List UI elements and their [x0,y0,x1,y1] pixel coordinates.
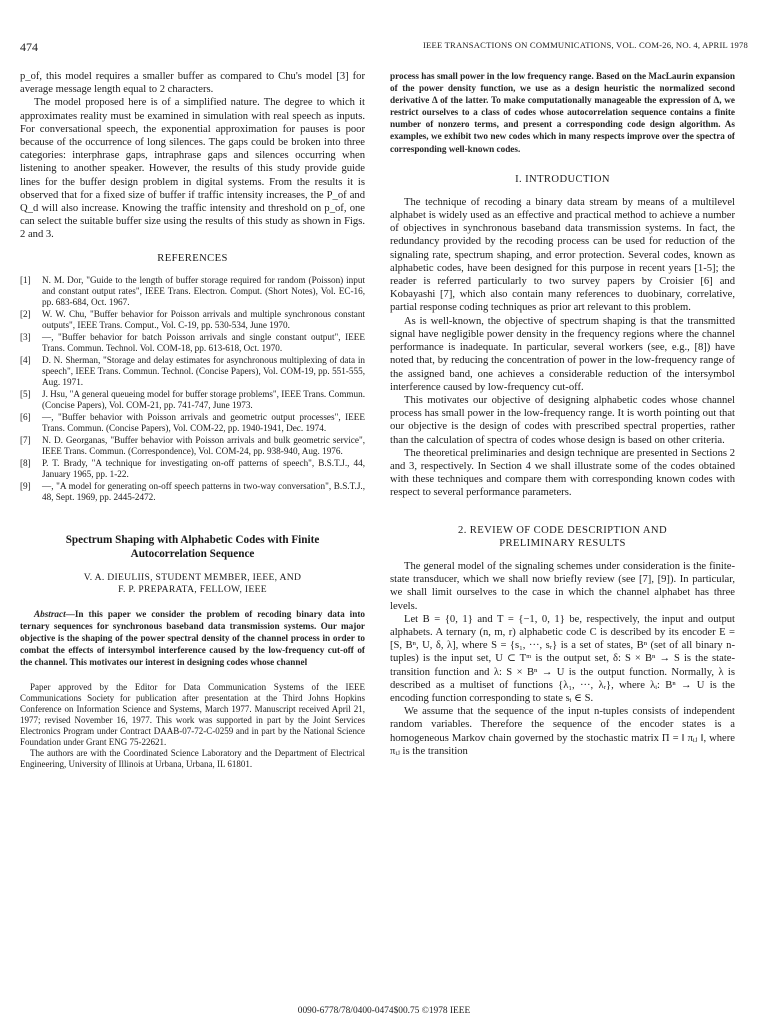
section2-heading [390,524,735,550]
paper-title-line: Autocorrelation Sequence [130,547,255,560]
reference-text: —, "A model for generating on-off speech patterns in two-way conversation", B.S.T.J., 48, Sept. 1969, pp. 2445-2472. [42,480,365,502]
section2-paragraph: The general model of the signaling schemes under consideration is the finite-state transducer, which we shall now briefly review (see [7], [9]). In particular, we shall limit ourselves to the case in which the channel alphabet has three levels. [390,560,735,612]
reference-list [20,275,365,503]
reference-number: [6] [20,411,31,422]
footnote-affiliation: The authors are with the Coordinated Science Laboratory and the Department of Electrical Engineering, University of Illinois at Urbana, Urbana, IL 61801. [20,748,365,770]
introduction-heading: I. INTRODUCTION [515,173,610,185]
reference-number: [4] [20,354,31,365]
reference-number: [2] [20,308,31,319]
section2-heading-line: PRELIMINARY RESULTS [499,537,626,549]
reference-text: —, "Buffer behavior with Poisson arrivals and geometric output processes", IEEE Trans. Commun. (Concise Papers), Vol. COM-22, pp. 1940-1941, Dec. 1974. [42,411,365,433]
reference-item [20,481,365,503]
reference-text: D. N. Sherman, "Storage and delay estimates for asynchronous multiplexing of data in speech", IEEE Trans. Commun. Technol. (Concise Papers), Vol. COM-19, pp. 551-555, Aug. 1971. [42,354,365,388]
intro-paragraph: As is well-known, the objective of spectrum shaping is that the transmitted signal have negligible power density in the frequency regions where the channel performance is inadequate. In particular, several workers (see, e.g., [8]) have noted that, by reducing the concentration of power in the low-frequency range of the assigned band, one achieves a considerable reduction of the intersymbol interference caused by low-frequency cut-off. [390,315,735,393]
section2-paragraph: We assume that the sequence of the input n-tuples consists of independent random variables. Therefore the sequence of the encoder states is a homogeneous Markov chain governed by the stochastic matrix Π = ‖ πᵢⱼ ‖, where πᵢⱼ is the transition [390,706,735,757]
authors-line: V. A. DIEULIIS, STUDENT MEMBER, IEEE, AND [83,571,302,583]
section2-heading-line: 2. REVIEW OF CODE DESCRIPTION AND [458,524,667,536]
abstract [20,608,365,668]
reference-item [20,435,365,457]
reference-item [20,458,365,480]
abstract-text: In this paper we consider the problem of recoding binary data into ternary sequences for synchronous baseband data transmission systems. Our major objective is the shaping of the power spectral density of the channel process in order to combat the effects of intersymbol interference caused by the low-frequency cut-off of the channel. This motivates our interest in designing codes whose channel [20,608,365,668]
reference-number: [1] [20,274,31,285]
reference-text: W. W. Chu, "Buffer behavior for Poisson arrivals and multiple synchronous constant outputs", IEEE Trans. Comput., Vol. C-19, pp. 530-534, June 1970. [42,308,365,331]
intro-paragraph: The technique of recoding a binary data stream by means of a multilevel alphabet is widely used as an effective and practical method to achieve a number of objectives in synchronous baseband data transmission systems. In fact, the redundancy provided by the recoding process can be used for reduction of the signaling rate, spectrum shaping, and error protection. Several codes, known as alphabetic codes, have been designed for this purpose in recent years [1-5]; the reader is referred particularly to two survey papers by Croisier [6] and Kobayashi [7], which also contain many references to duobinary, correlative, partial response coding techniques as prior art relevant to this problem. [390,196,735,314]
paper-title [20,533,365,561]
right-column [390,70,735,758]
reference-number: [7] [20,434,31,445]
page-number: 474 [20,40,38,54]
reference-text: —, "Buffer behavior for batch Poisson arrivals and single constant output", IEEE Trans. Commun. Technol. Vol. COM-18, pp. 613-618, Oct. 1970. [42,331,365,354]
reference-text: N. D. Georganas, "Buffer behavior with Poisson arrivals and bulk geometric service", IEEE Trans. Commun. (Correspondence), Vol. COM-24, pp. 938-940, Aug. 1976. [42,434,365,456]
reference-item [20,275,365,309]
journal-running-head: IEEE TRANSACTIONS ON COMMUNICATIONS, VOL. COM-26, NO. 4, APRIL 1978 [422,40,748,50]
authors-line: F. P. PREPARATA, FELLOW, IEEE [118,583,267,595]
reference-item [20,309,365,331]
page-header [20,40,748,60]
footnote-approval: Paper approved by the Editor for Data Communication Systems of the IEEE Communications Society for publication after presentation at the Third Johns Hopkins Conference on Information Science and Systems, March 1977. Manuscript received April 21, 1977; revised November 16, 1977. This work was supported in part by the Joint Services Electronics Program under Contract DAAB-07-72-C-0259 and in part by the National Science Foundation under Grant ENG 75-22621. [20,682,365,748]
paper-title-line: Spectrum Shaping with Alphabetic Codes with Finite [65,533,320,546]
copyright-footer: 0090-6778/78/0400-0474$00.75 ©1978 IEEE [297,1006,471,1016]
references-heading: REFERENCES [157,252,228,264]
abstract-label: Abstract— [34,608,75,619]
discussion-paragraph: The model proposed here is of a simplified nature. The degree to which it approximates reality must be examined in simulation with real speech as inputs. For conversational speech, the exponential approximation for pauses is poor because of the occurrence of long silences. The gaps could be broken into three categories: interphrase gaps, intraphrase gaps and silences occurring when listening to another speaker. However, the results of this study provide guide lines for the buffer design problem in digital systems. From the results it is observed that for a fixed size of buffer if traffic intensity increases, the P_of and Q_d will also increase. Knowing the traffic intensity and threshold on p_of, one can select the suitable buffer size using the results of this study as shown in Figs. 2 and 3. [20,97,365,241]
abstract-continued: process has small power in the low frequency range. Based on the MacLaurin expansion of the power density function, we use as a design heuristic the normalized second derivative Δ of the latter. To make computationally manageable the expression of Δ, we restrict ourselves to a class of codes whose autocorrelation sequence contains a finite number of nonzero terms, and present a corresponding code design algorithm. As examples, we exhibit two new codes which in many respects improve over the spectra of corresponding well-known codes. [390,71,735,154]
reference-item [20,389,365,411]
reference-item [20,355,365,389]
intro-paragraph: The theoretical preliminaries and design technique are presented in Sections 2 and 3, respectively. In Section 4 we shall illustrate some of the codes obtained with these techniques and compare them with corresponding known codes with respect to several performance parameters. [390,447,735,499]
reference-number: [8] [20,457,31,468]
reference-text: P. T. Brady, "A technique for investigating on-off patterns of speech", B.S.T.J., 44, January 1965, pp. 1-22. [42,457,365,479]
left-column [20,70,365,770]
reference-item [20,332,365,354]
footnote [20,682,365,770]
section2-paragraph: Let B = {0, 1} and T = {−1, 0, 1} be, respectively, the input and output alphabets. A ternary (n, m, r) alphabetic code C is described by its encoder E = [S, Bⁿ, U, δ, λ], where S = {s₁, ···, sᵣ} is a set of states, Bⁿ (set of all binary n-tuples) is the input set, U ⊂ Tᵐ is the output set, δ: S × Bⁿ → S is the state-transition function and λ: S × Bⁿ → U is the output function. Normally, λ is described as a multiset of functions {λ₁, ···, λᵣ}, where λᵢ: Bⁿ → U is the encoding function corresponding to state sᵢ ∈ S. [390,613,735,704]
reference-number: [5] [20,388,31,399]
reference-item [20,412,365,434]
intro-paragraph: This motivates our objective of designing alphabetic codes whose channel process has small power in the low-frequency range. It is worth pointing out that our objective is the design of codes with prescribed spectral properties, rather than the calculation of spectra of codes whose design is based on other criteria. [390,394,735,446]
reference-number: [3] [20,331,31,342]
continued-paragraph: p_of, this model requires a smaller buffer as compared to Chu's model [3] for average message length equal to 2 characters. [20,71,365,96]
paper-authors [20,572,365,596]
reference-text: N. M. Dor, "Guide to the length of buffer storage required for random (Poisson) input and constant output rates", IEEE Trans. Electron. Comput. (Short Notes), Vol. EC-16, pp. 683-684, Oct. 1967. [42,274,365,308]
reference-text: J. Hsu, "A general queueing model for buffer storage problems", IEEE Trans. Commun. (Concise Papers), Vol. COM-21, pp. 741-747, June 1973. [42,388,365,411]
reference-number: [9] [20,480,31,491]
